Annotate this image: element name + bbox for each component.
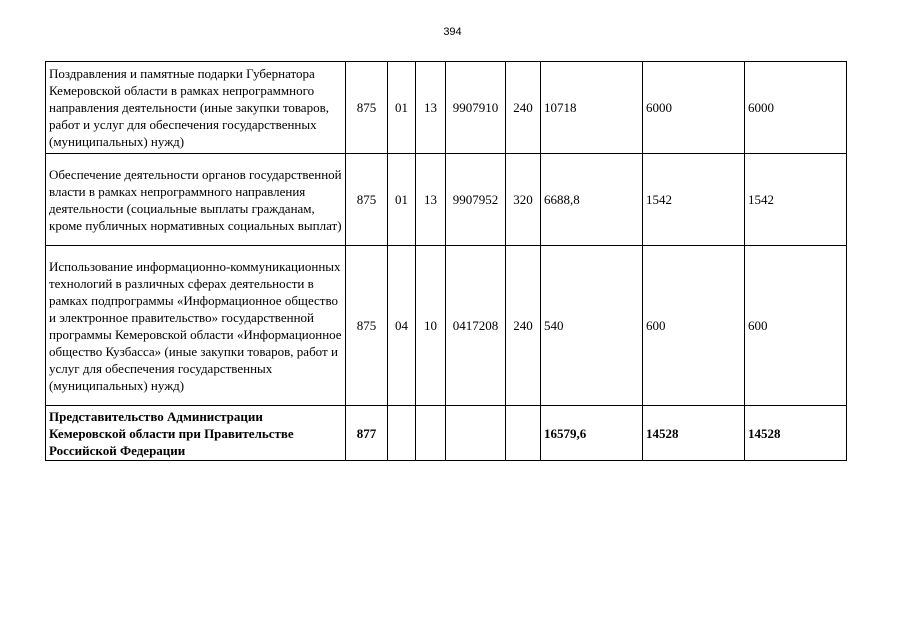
target-article-cell — [446, 406, 506, 461]
expense-type-cell: 240 — [506, 62, 541, 154]
expense-type-cell: 240 — [506, 246, 541, 406]
subsection-code-cell: 13 — [416, 154, 446, 246]
budget-table — [45, 61, 847, 461]
expense-name-cell: Использование информационно-коммуникационных технологий в различных сферах деятельности в рамках подпрограммы «Информационное общество и электронное правительство» государственной программы Кемеровской области «Информационное общество Кузбасса» (иные закупки товаров, работ и услуг для обеспечения государственных (муниципальных) нужд) — [46, 246, 346, 406]
amount-year-1-cell: 6688,8 — [541, 154, 643, 246]
amount-year-1-cell: 16579,6 — [541, 406, 643, 461]
target-article-cell: 9907910 — [446, 62, 506, 154]
subsection-code-cell: 10 — [416, 246, 446, 406]
amount-year-2-cell: 14528 — [643, 406, 745, 461]
amount-year-2-cell: 6000 — [643, 62, 745, 154]
amount-year-3-cell: 1542 — [745, 154, 847, 246]
subsection-code-cell — [416, 406, 446, 461]
expense-name-cell: Поздравления и памятные подарки Губернатора Кемеровской области в рамках непрограммного направления деятельности (иные закупки товаров, работ и услуг для обеспечения государственных (муниципальных) нужд) — [46, 62, 346, 154]
section-code-cell: 01 — [388, 62, 416, 154]
amount-year-1-cell: 540 — [541, 246, 643, 406]
amount-year-3-cell: 600 — [745, 246, 847, 406]
target-article-cell: 9907952 — [446, 154, 506, 246]
amount-year-2-cell: 1542 — [643, 154, 745, 246]
target-article-cell: 0417208 — [446, 246, 506, 406]
table-row — [46, 62, 847, 154]
expense-name-cell: Представительство Администрации Кемеровской области при Правительстве Российской Федерации — [46, 406, 346, 461]
table-row-total — [46, 406, 847, 461]
expense-name-cell: Обеспечение деятельности органов государственной власти в рамках непрограммного направления деятельности (социальные выплаты гражданам, кроме публичных нормативных социальных выплат) — [46, 154, 346, 246]
expense-type-cell — [506, 406, 541, 461]
ministry-code-cell: 877 — [346, 406, 388, 461]
expense-type-cell: 320 — [506, 154, 541, 246]
page-number: 394 — [443, 26, 462, 38]
amount-year-2-cell: 600 — [643, 246, 745, 406]
amount-year-3-cell: 14528 — [745, 406, 847, 461]
table-row — [46, 154, 847, 246]
section-code-cell — [388, 406, 416, 461]
section-code-cell: 01 — [388, 154, 416, 246]
section-code-cell: 04 — [388, 246, 416, 406]
amount-year-1-cell: 10718 — [541, 62, 643, 154]
ministry-code-cell: 875 — [346, 62, 388, 154]
table-row — [46, 246, 847, 406]
ministry-code-cell: 875 — [346, 154, 388, 246]
amount-year-3-cell: 6000 — [745, 62, 847, 154]
ministry-code-cell: 875 — [346, 246, 388, 406]
subsection-code-cell: 13 — [416, 62, 446, 154]
